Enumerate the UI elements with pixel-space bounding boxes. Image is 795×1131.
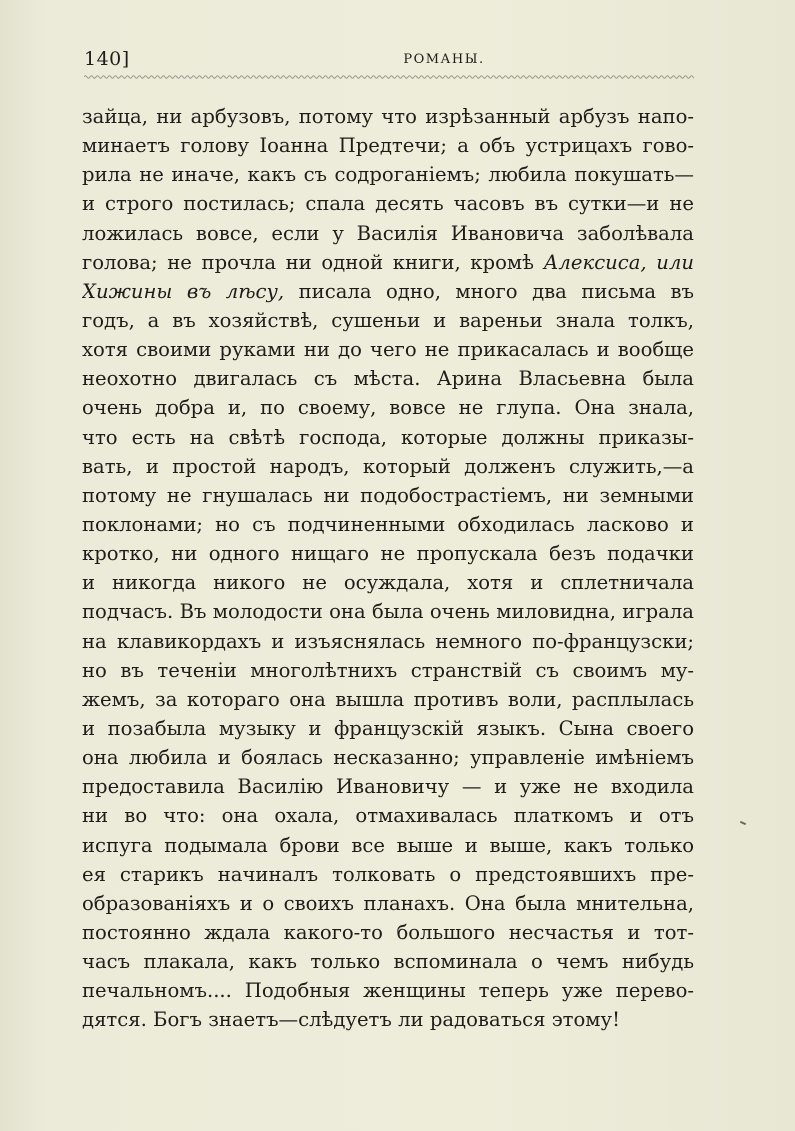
text-line xyxy=(82,743,694,772)
text-line xyxy=(82,627,694,656)
text-line xyxy=(82,102,694,131)
text-segment: годъ, а въ хозяйствѣ, сушеньи и вареньи знала толкъ, xyxy=(82,308,694,332)
text-segment: хотя своими руками ни до чего не прикасалась и вообще xyxy=(82,338,694,362)
text-line xyxy=(82,510,694,539)
margin-mark xyxy=(740,821,746,825)
text-segment: на клавикордахъ и изъяснялась немного по-французски; xyxy=(82,629,694,653)
text-line xyxy=(82,772,694,801)
text-line xyxy=(82,539,694,568)
text-segment: голова; не прочла ни одной книги, кромѣ xyxy=(82,250,544,274)
text-segment: зайца, ни арбузовъ, потому что изрѣзанный арбузъ напо- xyxy=(82,105,694,128)
text-segment: образованіяхъ и о своихъ планахъ. Она была мнительна, xyxy=(82,891,694,915)
text-segment: и никогда никого не осуждала, хотя и сплетничала xyxy=(82,571,694,595)
text-line xyxy=(82,189,694,218)
text-line xyxy=(82,685,694,714)
text-line xyxy=(82,335,694,364)
text-segment: дятся. Богъ знаетъ—слѣдуетъ ли радоваться этому! xyxy=(82,1008,620,1032)
text-segment: ложилась вовсе, если у Василія Ивановича заболѣвала xyxy=(82,221,694,245)
text-segment: ея старикъ начиналъ толковать о предстоявшихъ пре- xyxy=(82,862,694,886)
text-line xyxy=(82,714,694,743)
text-segment: вать, и простой народъ, который долженъ служить,—а xyxy=(82,454,694,478)
text-line xyxy=(82,918,694,947)
text-segment: минаетъ голову Іоанна Предтечи; а объ устрицахъ гово- xyxy=(82,134,694,158)
text-segment: испуга подымала брови все выше и выше, какъ только xyxy=(82,833,694,857)
body-text xyxy=(82,102,694,1035)
text-line xyxy=(82,160,694,189)
text-line xyxy=(82,947,694,976)
text-line xyxy=(82,131,694,160)
header-wavy-rule xyxy=(84,74,694,80)
text-line xyxy=(82,831,694,860)
text-line xyxy=(82,452,694,481)
text-segment: неохотно двигалась съ мѣста. Арина Власьевна была xyxy=(82,367,694,391)
text-segment: она любила и боялась несказанно; управленіе имѣніемъ xyxy=(82,746,694,770)
text-segment: но въ теченіи многолѣтнихъ странствій съ своимъ му- xyxy=(82,658,694,682)
text-line xyxy=(82,393,694,422)
text-segment: подчасъ. Въ молодости она была очень миловидна, играла xyxy=(82,600,694,624)
text-line xyxy=(82,364,694,393)
text-segment: постоянно ждала какого-то большого несчастья и тот- xyxy=(82,920,694,944)
text-segment: часъ плакала, какъ только вспоминала о чемъ нибудь xyxy=(82,950,694,974)
text-line xyxy=(82,976,694,1005)
text-line xyxy=(82,889,694,918)
text-line xyxy=(82,1005,694,1034)
text-segment: что есть на свѣтѣ господа, которые должны приказы- xyxy=(82,425,694,449)
text-segment: писала одно, много два письма въ xyxy=(284,279,694,303)
text-segment: кротко, ни одного нищаго не пропускала безъ подачки xyxy=(82,542,694,566)
text-segment: потому не гнушалась ни подобострастіемъ, ни земными xyxy=(82,483,694,507)
text-segment: поклонами; но съ подчиненными обходилась ласково и xyxy=(82,512,694,536)
text-segment: предоставила Василію Ивановичу — и уже не входила xyxy=(82,775,694,799)
text-line xyxy=(82,423,694,452)
page-number: 140] xyxy=(84,48,130,70)
text-segment: жемъ, за котораго она вышла противъ воли, расплылась xyxy=(82,687,694,711)
text-line xyxy=(82,801,694,830)
italic-title-text: Алексиса, или xyxy=(543,250,694,274)
text-segment: печальномъ.... Подобныя женщины теперь уже перево- xyxy=(82,979,694,1003)
text-segment: и позабыла музыку и французскій языкъ. Сына своего xyxy=(82,716,694,740)
text-line xyxy=(82,656,694,685)
text-line xyxy=(82,568,694,597)
text-segment: рила не иначе, какъ съ содроганіемъ; любила покушать— xyxy=(82,163,694,187)
italic-title-text: Хижины въ лѣсу, xyxy=(82,279,285,303)
text-line xyxy=(82,306,694,335)
text-line xyxy=(82,248,694,277)
text-line xyxy=(82,277,694,306)
running-title: РОМАНЫ. xyxy=(403,52,485,67)
text-segment: ни во что: она охала, отмахивалась платкомъ и отъ xyxy=(82,804,694,828)
text-line xyxy=(82,597,694,626)
text-segment: очень добра и, по своему, вовсе не глупа. Она знала, xyxy=(82,396,694,420)
text-line xyxy=(82,481,694,510)
text-line xyxy=(82,219,694,248)
text-segment: и строго постилась; спала десять часовъ въ сутки—и не xyxy=(82,192,694,216)
page-header xyxy=(84,48,694,74)
text-line xyxy=(82,860,694,889)
